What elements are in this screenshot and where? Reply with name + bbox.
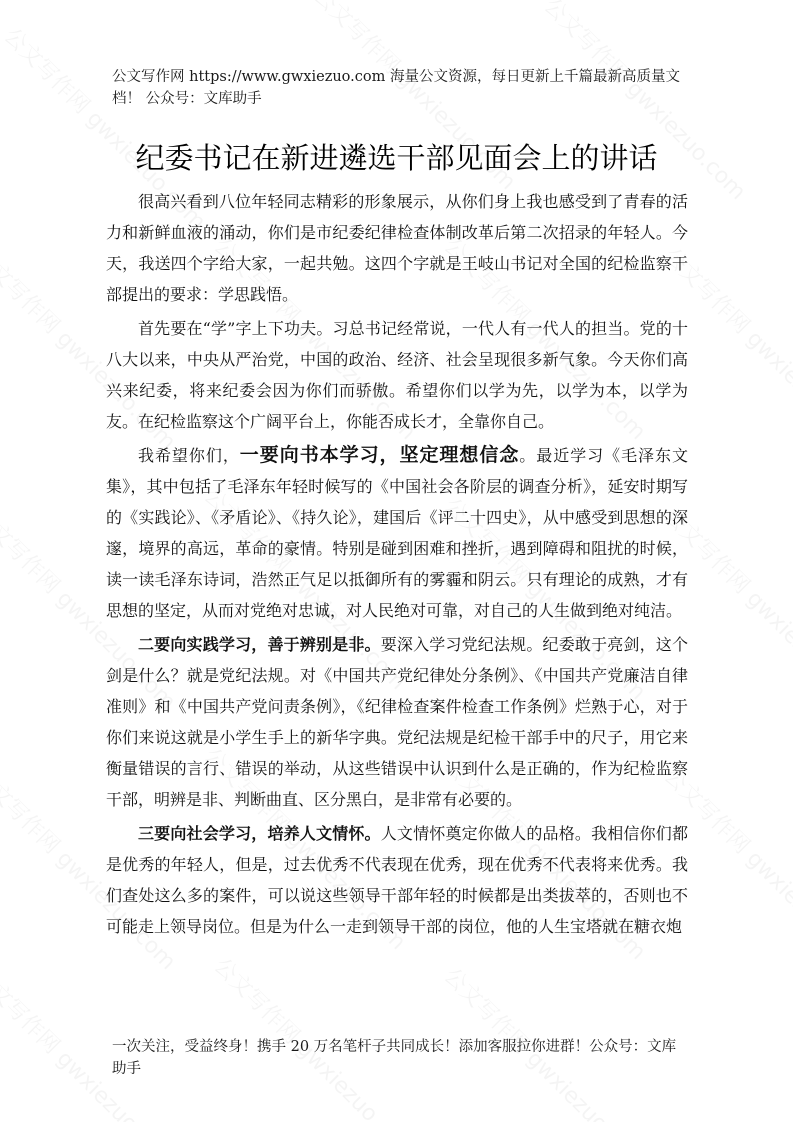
point-three-heading: 三要向社会学习，培养人文情怀。 <box>138 824 381 843</box>
paragraph-point-two <box>106 629 688 815</box>
paragraph-point-one <box>106 440 688 626</box>
document-body <box>106 186 688 945</box>
point-three-text: 人文情怀奠定你做人的品格。我相信你们都是优秀的年轻人，但是，过去优秀不代表现在优秀，现在优秀不代表将来优秀。我们查处这么多的案件，可以说这些领导干部年轻的时候都是出类拔萃的，否则也不可能走上领导岗位。但是为什么一走到领导干部的岗位，他的人生宝塔就在糖衣炮 <box>106 824 688 936</box>
paragraph-prefix: 我希望你们， <box>138 446 240 465</box>
point-two-heading: 二要向实践学习，善于辨别是非。 <box>138 635 381 654</box>
footer-note: 一次关注，受益终身！携手 20 万名笔杆子共同成长！添加客服拉你进群！公众号：文库助手 <box>112 1039 677 1077</box>
paragraph-point-three <box>106 818 688 942</box>
point-one-text: 。最近学习《毛泽东文集》，其中包括了毛泽东年轻时候写的《中国社会各阶层的调查分析》，延安时期写的《实践论》、《矛盾论》、《持久论》，建国后《评二十四史》，从中感受到思想的深邃，境界的高远，革命的豪情。特别是碰到困难和挫折，遇到障碍和阻扰的时候，读一读毛泽东诗词，浩然正气足以抵御所有的雾霾和阴云。只有理论的成熟，才有思想的坚定，从而对党绝对忠诚，对人民绝对可靠，对自己的人生做到绝对纯洁。 <box>106 446 688 620</box>
header-note: 公文写作网 https://www.gwxiezuo.com 海量公文资源，每日更新上千篇最新高质量文档！ 公众号：文库助手 <box>112 69 680 107</box>
paragraph-study: 首先要在“学”字上下功夫。习总书记经常说，一代人有一代人的担当。党的十八大以来，中央从严治党，中国的政治、经济、社会呈现很多新气象。今天你们高兴来纪委，将来纪委会因为你们而骄傲。希望你们以学为先，以学为本，以学为友。在纪检监察这个广阔平台上，你能否成长才，全靠你自己。 <box>106 319 688 431</box>
point-one-heading: 一要向书本学习，坚定理想信念 <box>239 444 520 466</box>
paragraph-intro: 很高兴看到八位年轻同志精彩的形象展示，从你们身上我也感受到了青春的活力和新鲜血液的涌动，你们是市纪委纪律检查体制改革后第二次招录的年轻人。今天，我送四个字给大家，一起共勉。这四个字就是王岐山书记对全国的纪检监察干部提出的要求：学思践悟。 <box>106 192 688 304</box>
document-title: 纪委书记在新进遴选干部见面会上的讲话 <box>135 141 658 175</box>
point-two-text: 要深入学习党纪法规。纪委敢于亮剑，这个剑是什么？就是党纪法规。对《中国共产党纪律处分条例》、《中国共产党廉洁自律准则》和《中国共产党问责条例》，《纪律检查案件检查工作条例》烂熟于心，对于你们来说这就是小学生手上的新华字典。党纪法规是纪检干部手中的尺子，用它来衡量错误的言行、错误的举动，从这些错误中认识到什么是正确的，作为纪检监察干部，明辨是非、判断曲直、区分黑白，是非常有必要的。 <box>106 635 688 809</box>
